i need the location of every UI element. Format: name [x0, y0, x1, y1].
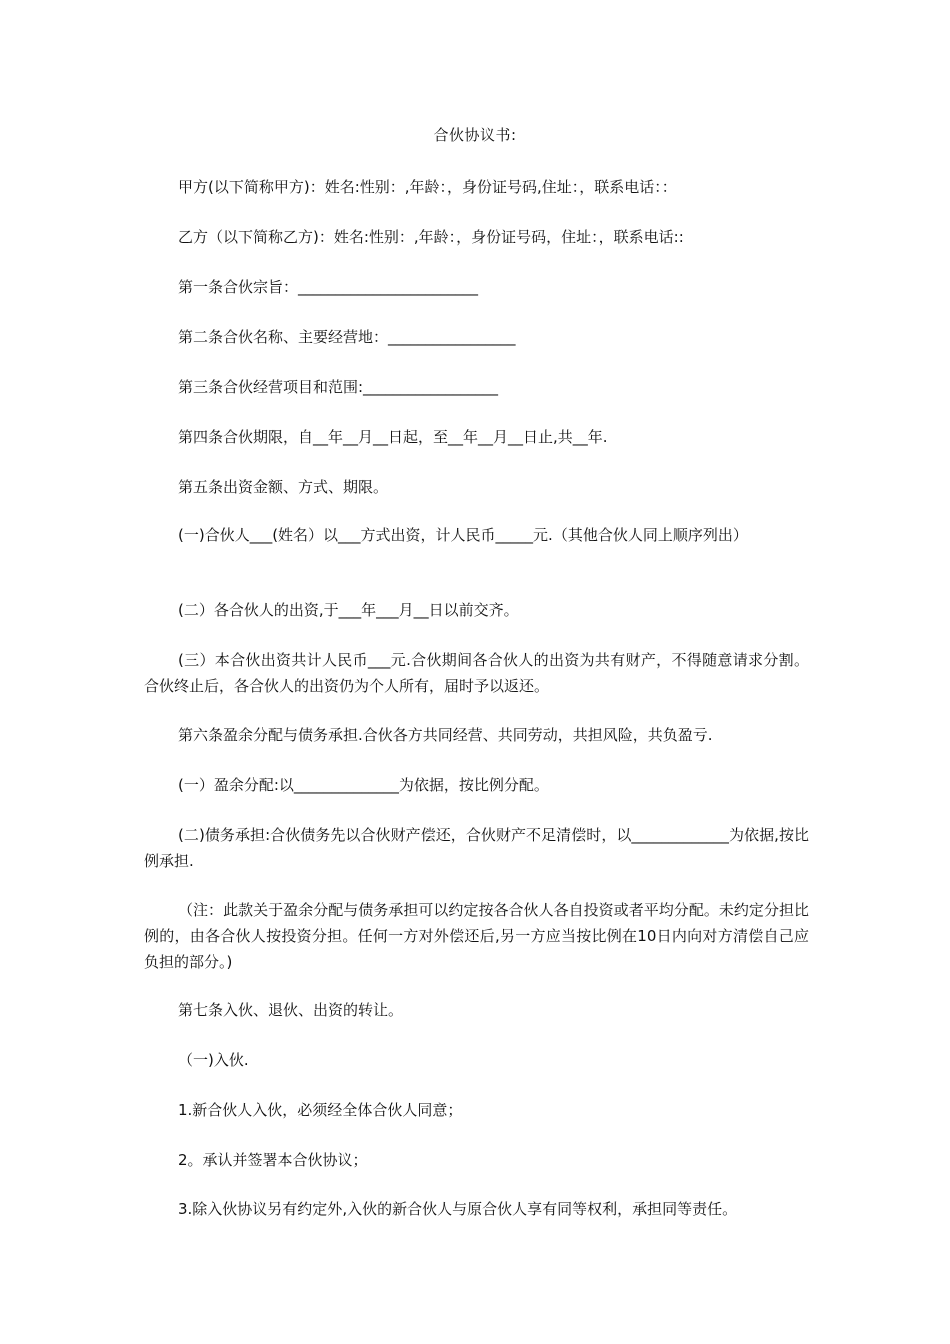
article-6-item-1: (一）盈余分配:以______________为依据，按比例分配。: [178, 776, 549, 794]
party-b-line: 乙方（以下简称乙方)：姓名:性别：,年龄：，身份证号码，住址：，联系电话::: [178, 228, 684, 246]
article-4: 第四条合伙期限，自__年__月__日起，至__年__月__日止,共__年.: [178, 428, 608, 446]
party-a-line: 甲方(以下简称甲方)：姓名:性别：,年龄：，身份证号码,住址：，联系电话：：: [178, 178, 677, 196]
article-6-note: （注：此款关于盈余分配与债务承担可以约定按各合伙人各自投资或者平均分配。未约定分担比例的，由各合伙人按投资分担。任何一方对外偿还后,另一方应当按比例在10日内向对方清偿自己应负担的部分。): [144, 901, 809, 971]
document-title: 合伙协议书:: [433, 126, 517, 144]
article-5: 第五条出资金额、方式、期限。: [178, 478, 389, 496]
article-3: 第三条合伙经营项目和范围:__________________: [178, 378, 499, 396]
article-2: 第二条合伙名称、主要经营地：_________________: [178, 328, 516, 346]
article-5-item-1: (一)合伙人___(姓名）以___方式出资，计人民币_____元.（其他合伙人同上顺序列出）: [178, 526, 748, 544]
article-7-item-1: （一)入伙.: [178, 1051, 249, 1069]
article-1: 第一条合伙宗旨：________________________: [178, 278, 479, 296]
article-6: 第六条盈余分配与债务承担.合伙各方共同经营、共同劳动，共担风险，共负盈亏.: [178, 726, 713, 744]
article-7: 第七条入伙、退伙、出资的转让。: [178, 1001, 404, 1019]
article-5-item-2: (二）各合伙人的出资,于___年___月__日以前交齐。: [178, 601, 519, 619]
article-7-item-1-point-1: 1.新合伙人入伙，必须经全体合伙人同意；: [178, 1101, 463, 1119]
article-6-item-2: (二)债务承担:合伙债务先以合伙财产偿还，合伙财产不足清偿时，以_____________为依据,按比例承担.: [144, 826, 809, 870]
article-7-item-1-point-2: 2。承认并签署本合伙协议；: [178, 1151, 368, 1169]
article-5-item-3: (三）本合伙出资共计人民币___元.合伙期间各合伙人的出资为共有财产，不得随意请求分割。合伙终止后，各合伙人的出资仍为个人所有，届时予以返还。: [144, 651, 809, 695]
article-7-item-1-point-3: 3.除入伙协议另有约定外,入伙的新合伙人与原合伙人享有同等权利，承担同等责任。: [178, 1200, 738, 1218]
